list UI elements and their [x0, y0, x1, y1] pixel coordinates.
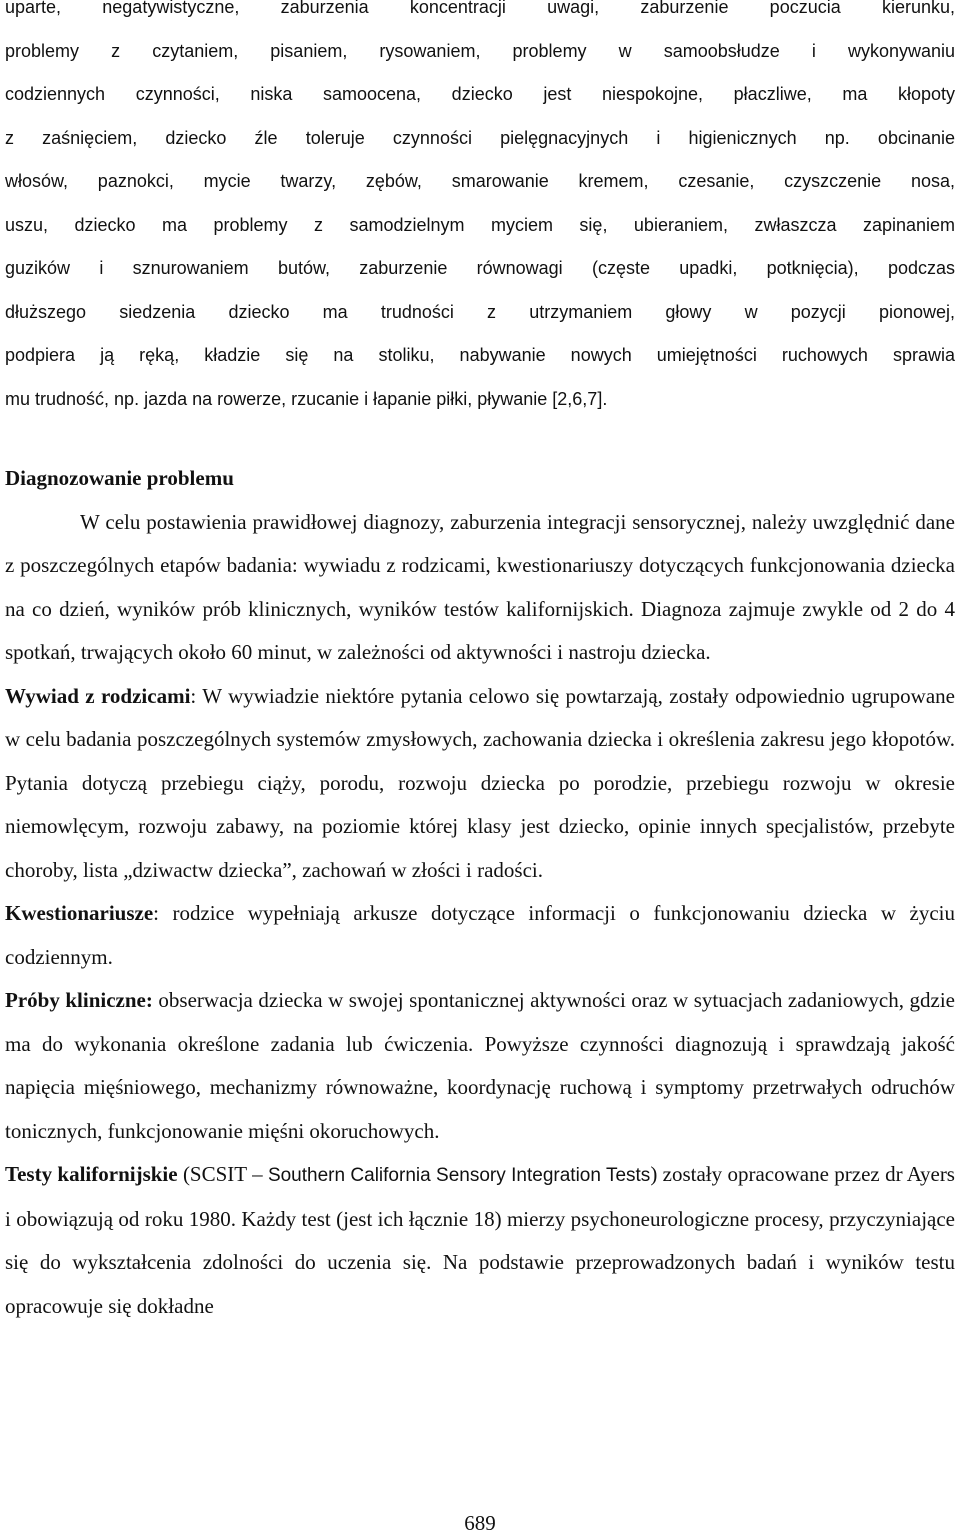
intro-line: codziennych czynności, niska samoocena, dziecko jest niespokojne, płaczliwe, ma kłopoty	[5, 84, 955, 104]
california-tests-term: Testy kalifornijskie	[5, 1162, 178, 1186]
california-tests-paragraph	[5, 1153, 955, 1328]
intro-line: włosów, paznokci, mycie twarzy, zębów, smarowanie kremem, czesanie, czyszczenie nosa,	[5, 171, 955, 191]
clinical-tests-text: obserwacja dziecka w swojej spontanicznej aktywności oraz w sytuacjach zadaniowych, gdzie ma do wykonania określone zadania lub ćwiczenia. Powyższe czynności diagnozują i sprawdzają jakość napięcia mięśniowego, mechanizmy równoważne, koordynację ruchową i symptomy przetrwałych odruchów tonicznych, funkcjonowanie mięśni okoruchowych.	[5, 988, 955, 1143]
intro-line: guzików i sznurowaniem butów, zaburzenie równowagi (częste upadki, potknięcia), podczas	[5, 258, 955, 278]
intro-line: uparte, negatywistyczne, zaburzenia koncentracji uwagi, zaburzenie poczucia kierunku,	[5, 0, 955, 17]
intro-line: problemy z czytaniem, pisaniem, rysowaniem, problemy w samoobsłudze i wykonywaniu	[5, 40, 955, 61]
intro-line: dłuższego siedzenia dziecko ma trudności z utrzymaniem głowy w pozycji pionowej,	[5, 301, 955, 322]
intro-line: mu trudność, np. jazda na rowerze, rzucanie i łapanie piłki, pływanie [2,6,7].	[5, 388, 608, 409]
interview-term: Wywiad z rodzicami	[5, 683, 191, 708]
questionnaire-paragraph	[5, 892, 955, 979]
clinical-tests-term: Próby kliniczne:	[5, 988, 153, 1012]
section-heading: Diagnozowanie problemu	[5, 466, 234, 490]
intro-line: podpiera ją ręką, kładzie się na stoliku, nabywanie nowych umiejętności ruchowych sprawia	[5, 345, 955, 365]
page-number: 689	[464, 1511, 496, 1535]
diagnosis-paragraph: W celu postawienia prawidłowej diagnozy, zaburzenia integracji sensorycznej, należy uwzględnić dane z poszczególnych etapów badania: wywiadu z rodzicami, kwestionariuszy dotyczących funkcjonowania dziecka na co dzień, wyników prób klinicznych, wyników testów kalifornijskich. Diagnoza zajmuje zwykle od 2 do 4 spotkań, trwających około 60 minut, w zależności od aktywności i nastroju dziecka.	[5, 509, 955, 664]
questionnaire-term: Kwestionariusze	[5, 901, 154, 925]
intro-line: z zaśnięciem, dziecko źle toleruje czynności pielęgnacyjnych i higienicznych np. obcinanie	[5, 127, 955, 148]
clinical-tests-paragraph	[5, 979, 955, 1153]
california-tests-text-b: ) zostały opracowane przez dr Ayers i obowiązują od roku 1980. Każdy test (jest ich łącznie 18) mierzy psychoneurologiczne procesy, przyczyniające się do wykształcenia zdolności do uczenia się. Na podstawie przeprowadzonych badań i wyników testu opracowuje się dokładne	[5, 1162, 955, 1318]
interview-paragraph	[5, 675, 955, 893]
intro-paragraph	[5, 0, 955, 421]
document-page	[5, 0, 955, 1328]
questionnaire-text: : rodzice wypełniają arkusze dotyczące informacji o funkcjonowaniu dziecka w życiu codziennym.	[5, 901, 955, 969]
interview-text: : W wywiadzie niektóre pytania celowo się powtarzają, zostały odpowiednio ugrupowane w celu badania poszczególnych systemów zmysłowych, zachowania dziecka i określenia zakresu jego kłopotów. Pytania dotyczą przebiegu ciąży, porodu, rozwoju dziecka po porodzie, przebiegu rozwoju w okresie niemowlęcym, rozwoju zabawy, na poziomie której klasy jest dziecko, opinie innych specjalistów, przebyte choroby, lista „dziwactw dziecka”, zachowań w złości i radości.	[5, 683, 955, 882]
intro-line: uszu, dziecko ma problemy z samodzielnym myciem się, ubieraniem, zwłaszcza zapinaniem	[5, 214, 955, 235]
california-tests-text-a: (SCSIT –	[177, 1162, 268, 1186]
california-tests-name: Southern California Sensory Integration Tests	[267, 1165, 651, 1186]
